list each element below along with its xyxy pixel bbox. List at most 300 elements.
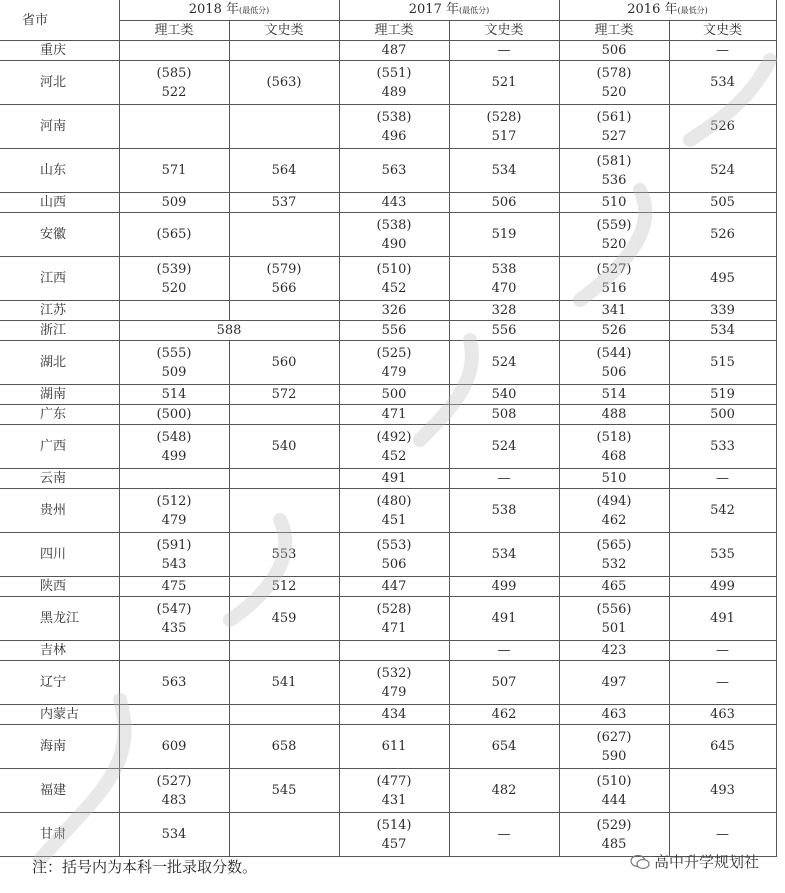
score-value: (579) <box>266 261 302 277</box>
score-cell <box>339 725 449 769</box>
score-cell <box>559 193 669 213</box>
score-value: 520 <box>161 280 187 296</box>
table-row <box>0 725 776 769</box>
score-cell <box>559 61 669 105</box>
score-value: 451 <box>381 512 407 528</box>
score-cell <box>229 257 339 301</box>
score-value: 543 <box>161 556 187 572</box>
score-value: 534 <box>710 75 735 90</box>
score-cell <box>559 321 669 341</box>
score-cell <box>119 341 229 385</box>
score-value: 519 <box>491 227 517 242</box>
score-cell <box>669 193 776 213</box>
score-value: (544) <box>596 345 632 361</box>
score-value: 654 <box>491 739 517 754</box>
province-cell: 陕西 <box>0 577 119 597</box>
score-value: 496 <box>381 128 407 144</box>
score-cell <box>449 405 559 425</box>
score-value: 537 <box>271 195 297 210</box>
sci-header: 理工类 <box>559 21 669 41</box>
score-cell <box>339 213 449 257</box>
score-cell <box>449 597 559 641</box>
province-cell: 浙江 <box>0 321 119 341</box>
score-value: (547) <box>156 601 192 617</box>
table-row <box>0 301 776 321</box>
score-cell <box>119 769 229 813</box>
score-value: (565) <box>156 227 192 242</box>
province-cell: 湖南 <box>0 385 119 405</box>
score-value: 452 <box>381 448 407 464</box>
score-value: (578) <box>596 65 632 81</box>
province-cell: 河北 <box>0 61 119 105</box>
score-value: (548) <box>156 429 192 445</box>
score-value: 431 <box>381 792 407 808</box>
score-value: 542 <box>710 503 735 518</box>
score-cell <box>339 341 449 385</box>
score-value: 526 <box>710 119 735 134</box>
score-value: 524 <box>710 163 735 178</box>
arts-header: 文史类 <box>669 21 776 41</box>
score-value: — <box>716 43 729 58</box>
table-row <box>0 405 776 425</box>
score-value: 556 <box>381 323 407 338</box>
score-cell <box>229 425 339 469</box>
score-cell <box>119 577 229 597</box>
score-value: 495 <box>710 271 735 286</box>
score-cell <box>669 425 776 469</box>
province-cell: 湖北 <box>0 341 119 385</box>
score-cell <box>669 813 776 857</box>
score-cell <box>669 533 776 577</box>
score-value: 566 <box>271 280 297 296</box>
score-cell <box>119 489 229 533</box>
province-cell: 甘肃 <box>0 813 119 857</box>
score-value: — <box>497 471 511 486</box>
score-value: 520 <box>601 84 627 100</box>
province-cell: 江苏 <box>0 301 119 321</box>
score-value: 611 <box>381 739 407 754</box>
score-cell <box>339 149 449 193</box>
score-cell <box>339 489 449 533</box>
score-cell <box>559 705 669 725</box>
score-value: (514) <box>376 817 412 833</box>
score-value: 512 <box>271 579 297 594</box>
score-cell <box>229 193 339 213</box>
score-cell <box>119 813 229 857</box>
score-value: (585) <box>156 65 192 81</box>
score-value: 507 <box>491 675 517 690</box>
score-value: 538 <box>491 261 517 277</box>
score-cell <box>559 149 669 193</box>
score-value: (528) <box>486 109 522 125</box>
score-cell <box>559 257 669 301</box>
province-cell: 辽宁 <box>0 661 119 705</box>
table-row <box>0 813 776 857</box>
table-row <box>0 425 776 469</box>
score-value: 564 <box>271 163 297 178</box>
score-value: 444 <box>601 792 627 808</box>
score-cell <box>449 577 559 597</box>
year-header-2018: 2018 年(最低分) <box>119 0 339 21</box>
score-cell <box>559 725 669 769</box>
score-cell <box>119 149 229 193</box>
score-cell <box>229 597 339 641</box>
score-value: 506 <box>601 364 627 380</box>
score-cell <box>449 725 559 769</box>
score-cell <box>339 385 449 405</box>
score-cell <box>669 385 776 405</box>
score-value: 465 <box>601 579 627 594</box>
score-cell <box>669 149 776 193</box>
watermark-text: 高中升学规划社 <box>653 853 759 871</box>
score-cell <box>559 577 669 597</box>
score-value: 468 <box>601 448 627 464</box>
score-value: 556 <box>491 323 517 338</box>
score-value: 483 <box>161 792 187 808</box>
score-cell <box>229 813 339 857</box>
score-cell <box>559 213 669 257</box>
score-value: 538 <box>491 503 517 518</box>
table-row <box>0 257 776 301</box>
score-cell <box>449 385 559 405</box>
score-value: (538) <box>376 217 412 233</box>
score-cell <box>669 257 776 301</box>
score-value: (477) <box>376 773 412 789</box>
score-cell: 588 <box>119 321 339 341</box>
score-cell <box>339 321 449 341</box>
score-value: 487 <box>381 43 407 58</box>
score-cell <box>449 641 559 661</box>
table-row <box>0 533 776 577</box>
score-value: (492) <box>376 429 412 445</box>
province-cell: 海南 <box>0 725 119 769</box>
province-cell: 吉林 <box>0 641 119 661</box>
score-cell <box>449 769 559 813</box>
score-value: 505 <box>710 195 735 210</box>
score-value: — <box>716 827 729 842</box>
province-header: 省市 <box>0 0 119 41</box>
score-value: 462 <box>601 512 627 528</box>
score-cell <box>559 425 669 469</box>
score-value: 522 <box>161 84 187 100</box>
score-value: 509 <box>161 195 187 210</box>
table-row <box>0 661 776 705</box>
score-cell <box>669 661 776 705</box>
score-cell <box>449 41 559 61</box>
province-cell: 山东 <box>0 149 119 193</box>
score-value: 534 <box>161 827 187 842</box>
score-cell <box>119 301 229 321</box>
score-cell <box>449 61 559 105</box>
score-cell <box>449 469 559 489</box>
table-row <box>0 61 776 105</box>
score-value: 553 <box>271 547 297 562</box>
score-value: (529) <box>596 817 632 833</box>
score-value: 521 <box>491 75 517 90</box>
score-value: — <box>497 43 511 58</box>
score-cell <box>119 597 229 641</box>
score-cell <box>339 425 449 469</box>
score-value: 540 <box>271 439 297 454</box>
arts-header: 文史类 <box>449 21 559 41</box>
score-value: (512) <box>156 493 192 509</box>
score-value: 471 <box>381 620 407 636</box>
score-cell <box>119 61 229 105</box>
score-value: 443 <box>381 195 407 210</box>
score-cell <box>119 533 229 577</box>
score-value: 479 <box>161 512 187 528</box>
score-cell <box>669 213 776 257</box>
score-value: 447 <box>381 579 407 594</box>
score-value: 533 <box>710 439 735 454</box>
score-value: 509 <box>161 364 187 380</box>
score-value: (480) <box>376 493 412 509</box>
score-cell <box>669 405 776 425</box>
score-value: — <box>716 471 729 486</box>
score-value: 452 <box>381 280 407 296</box>
province-cell: 河南 <box>0 105 119 149</box>
score-value: 524 <box>491 439 517 454</box>
province-cell: 内蒙古 <box>0 705 119 725</box>
score-cell <box>449 425 559 469</box>
score-value: 527 <box>601 128 627 144</box>
score-value: 328 <box>491 303 517 318</box>
score-cell <box>229 213 339 257</box>
score-cell <box>669 41 776 61</box>
score-value: (527) <box>596 261 632 277</box>
score-value: (539) <box>156 261 192 277</box>
score-value: 488 <box>601 407 627 422</box>
score-cell <box>339 533 449 577</box>
score-value: 514 <box>161 387 187 402</box>
score-cell <box>449 105 559 149</box>
table-row <box>0 705 776 725</box>
score-cell <box>229 385 339 405</box>
province-cell: 江西 <box>0 257 119 301</box>
score-cell <box>669 489 776 533</box>
score-value: 479 <box>381 364 407 380</box>
footer-note: 注：括号内为本科一批录取分数。 <box>32 858 258 876</box>
score-value: 534 <box>491 547 517 562</box>
table-row <box>0 469 776 489</box>
score-value: 499 <box>710 579 735 594</box>
score-value: 479 <box>381 684 407 700</box>
table-row <box>0 149 776 193</box>
score-value: 540 <box>491 387 517 402</box>
score-cell <box>229 105 339 149</box>
score-cell <box>339 469 449 489</box>
score-value: (591) <box>156 537 192 553</box>
score-cell <box>339 405 449 425</box>
score-cell <box>449 813 559 857</box>
score-cell <box>669 769 776 813</box>
score-cell <box>339 577 449 597</box>
score-cell <box>119 641 229 661</box>
province-cell: 四川 <box>0 533 119 577</box>
score-cell <box>229 149 339 193</box>
score-value: 541 <box>271 675 297 690</box>
table-row <box>0 213 776 257</box>
score-cell <box>559 661 669 705</box>
score-cell <box>229 41 339 61</box>
score-value: (627) <box>596 729 632 745</box>
table-row <box>0 105 776 149</box>
score-cell <box>119 661 229 705</box>
score-value: 510 <box>601 195 627 210</box>
score-cell <box>229 661 339 705</box>
score-value: 560 <box>271 355 297 370</box>
score-cell <box>339 193 449 213</box>
score-cell <box>449 257 559 301</box>
score-value: 493 <box>710 783 735 798</box>
score-cell <box>559 301 669 321</box>
score-value: 423 <box>601 643 627 658</box>
score-value: 532 <box>601 556 627 572</box>
score-value: 510 <box>601 471 627 486</box>
score-cell <box>669 469 776 489</box>
province-cell: 广西 <box>0 425 119 469</box>
score-value: (559) <box>596 217 632 233</box>
table-row <box>0 641 776 661</box>
score-value: (494) <box>596 493 632 509</box>
score-value: 459 <box>271 611 297 626</box>
score-value: 515 <box>710 355 735 370</box>
score-value: 645 <box>710 739 735 754</box>
table-row <box>0 385 776 405</box>
score-cell <box>229 641 339 661</box>
score-value: 517 <box>491 128 517 144</box>
score-cell <box>229 301 339 321</box>
table-row <box>0 489 776 533</box>
score-value: (532) <box>376 665 412 681</box>
watermark-brand <box>630 851 759 872</box>
score-cell <box>449 489 559 533</box>
score-cell <box>559 469 669 489</box>
score-value: 506 <box>491 195 517 210</box>
score-cell <box>669 105 776 149</box>
score-value: 489 <box>381 84 407 100</box>
score-value: 526 <box>710 227 735 242</box>
score-value: (500) <box>156 407 192 422</box>
score-value: — <box>497 827 511 842</box>
score-cell <box>229 769 339 813</box>
score-value: 500 <box>710 407 735 422</box>
score-value: 524 <box>491 355 517 370</box>
score-value: 516 <box>601 280 627 296</box>
score-cell <box>339 257 449 301</box>
score-cell <box>559 385 669 405</box>
score-value: 482 <box>491 783 517 798</box>
province-cell: 安徽 <box>0 213 119 257</box>
score-cell <box>559 489 669 533</box>
score-value: 571 <box>161 163 187 178</box>
score-value: 463 <box>601 707 627 722</box>
score-value: — <box>497 643 511 658</box>
score-value: 434 <box>381 707 407 722</box>
table-row <box>0 193 776 213</box>
score-value: 526 <box>601 323 627 338</box>
score-cell <box>449 321 559 341</box>
score-value: 506 <box>381 556 407 572</box>
score-value: 501 <box>601 620 627 636</box>
score-value: 534 <box>710 323 735 338</box>
sci-header: 理工类 <box>119 21 229 41</box>
score-value: 457 <box>381 836 407 852</box>
score-value: (510) <box>596 773 632 789</box>
score-value: 590 <box>601 748 627 764</box>
score-value: (561) <box>596 109 632 125</box>
score-value: 545 <box>271 783 297 798</box>
score-cell <box>229 577 339 597</box>
table-row <box>0 769 776 813</box>
year-header-2016: 2016 年(最低分) <box>559 0 776 21</box>
score-cell <box>559 813 669 857</box>
score-cell <box>229 725 339 769</box>
score-value: 491 <box>491 611 517 626</box>
score-cell <box>119 469 229 489</box>
score-cell <box>229 489 339 533</box>
score-value: 471 <box>381 407 407 422</box>
score-value: 519 <box>710 387 735 402</box>
year-header-2017: 2017 年(最低分) <box>339 0 559 21</box>
score-cell <box>339 661 449 705</box>
score-cell <box>229 405 339 425</box>
score-value: 499 <box>161 448 187 464</box>
score-cell <box>669 301 776 321</box>
score-value: 534 <box>491 163 517 178</box>
score-cell <box>449 301 559 321</box>
score-cell <box>559 597 669 641</box>
score-cell <box>229 533 339 577</box>
score-cell <box>559 41 669 61</box>
score-value: (551) <box>376 65 412 81</box>
score-cell <box>339 41 449 61</box>
score-cell <box>119 257 229 301</box>
arts-header: 文史类 <box>229 21 339 41</box>
score-value: 508 <box>491 407 517 422</box>
score-value: (581) <box>596 153 632 169</box>
score-cell <box>669 597 776 641</box>
score-cell <box>669 641 776 661</box>
score-cell <box>339 597 449 641</box>
score-value: 658 <box>271 739 297 754</box>
score-cell <box>449 193 559 213</box>
score-cell <box>669 61 776 105</box>
score-cell <box>449 661 559 705</box>
score-cell <box>229 61 339 105</box>
score-cell <box>669 321 776 341</box>
score-value: (528) <box>376 601 412 617</box>
score-value: 520 <box>601 236 627 252</box>
sci-header: 理工类 <box>339 21 449 41</box>
score-cell <box>339 301 449 321</box>
score-value: (538) <box>376 109 412 125</box>
score-value: 462 <box>491 707 517 722</box>
score-value: 470 <box>491 280 517 296</box>
score-value: 536 <box>601 172 627 188</box>
score-value: 506 <box>601 43 627 58</box>
table-row <box>0 597 776 641</box>
score-cell <box>669 577 776 597</box>
province-cell: 山西 <box>0 193 119 213</box>
score-cell <box>229 341 339 385</box>
score-cell <box>339 705 449 725</box>
score-value: 491 <box>381 471 407 486</box>
score-cell <box>119 705 229 725</box>
score-value: (518) <box>596 429 632 445</box>
province-cell: 云南 <box>0 469 119 489</box>
score-value: 563 <box>381 163 407 178</box>
